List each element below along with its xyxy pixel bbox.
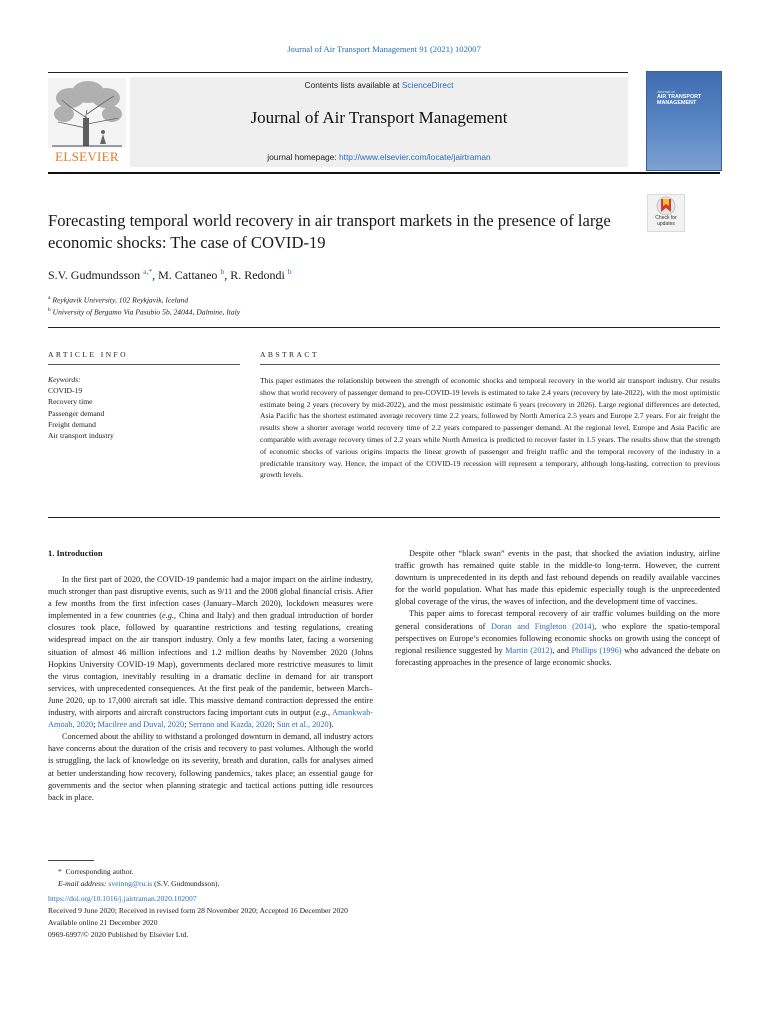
- citation-link[interactable]: Phillips (1996): [571, 645, 622, 655]
- contents-prefix: Contents lists available at: [304, 80, 402, 90]
- copyright-line: 0969-6997/© 2020 Published by Elsevier Ltd.: [48, 930, 189, 939]
- header-top-rule: [48, 72, 628, 73]
- author-affiliation-mark[interactable]: b: [220, 267, 225, 276]
- available-online: Available online 21 December 2020: [48, 918, 158, 927]
- header-bottom-rule: [48, 172, 720, 174]
- abstract-bottom-rule: [48, 517, 720, 518]
- cover-small-text: Journal of: [657, 89, 675, 94]
- abstract-rule: [260, 364, 720, 365]
- article-info-rule: [48, 364, 240, 365]
- abstract-heading: ABSTRACT: [260, 350, 319, 359]
- section-divider: [48, 327, 720, 328]
- citation-link[interactable]: Martin (2012): [505, 645, 553, 655]
- keyword: Freight demand: [48, 419, 96, 429]
- text-run: Concerned about the ability to withstand a prolonged downturn in demand, all industry actors have concerns about the duration of the crisis and recovery to past volumes. Although the world is struggling, the lack of knowledge on its severity, breath and duration, calls for analyses aimed at better understanding how recovery, following pandemics, takes place; an essential gauge for governments and the sector when planning strategic and tactical actions putting idle resources back in place.: [48, 732, 373, 802]
- received-dates: Received 9 June 2020; Received in revised form 28 November 2020; Accepted 16 December 2020: [48, 906, 348, 915]
- keywords-block: [48, 374, 238, 441]
- cfu-line1: Check for: [655, 215, 677, 221]
- affiliation-mark: a: [48, 295, 51, 301]
- text-run: , and: [552, 645, 572, 655]
- sciencedirect-link[interactable]: ScienceDirect: [401, 80, 454, 90]
- paragraph: [48, 731, 373, 804]
- author-name[interactable]: S.V. Gudmundsson: [48, 268, 141, 282]
- email-label: E-mail address:: [58, 879, 107, 888]
- text-run: ,: [328, 708, 332, 718]
- keywords-label: Keywords:: [48, 375, 81, 384]
- cfu-line2: updates: [657, 220, 675, 227]
- affiliation-text: Reykjavik University, 102 Reykjavik, Iceland: [52, 295, 189, 305]
- text-run: This paper aims to forecast temporal recovery of air traffic volumes building on the more general considerations of: [395, 609, 720, 631]
- text-run: Despite other “black swan” events in the past, that shocked the aviation industry, airline traffic growth has remained quite stable in the middle-to long-term. However, the current downturn is unprecedented in its depth and fast rebound depends on readily available vaccines for the world population. What has made this epidemic especially tough is the unprecedented global coverage of the virus, the waves of infection, and the development time of vaccines.: [395, 549, 720, 607]
- text-run: ;: [272, 720, 277, 730]
- article-info-heading: ARTICLE INFO: [48, 350, 129, 359]
- corresponding-author-note: [48, 866, 720, 878]
- footnotes: [48, 866, 720, 941]
- author-affiliation-mark[interactable]: b: [287, 267, 292, 276]
- text-run: , China and Italy) and then gradual introduction of border closures took place, followed by quarantine restrictions and testing regulations, creating widespread impact on the air transport industry. Only a few months later, facing a worsening situation of almost 46 million infections and 1.2 million deaths by November 2020 (Johns Hopkins University COVID-19 Map), governments declared more restrictive measures to limit the virus contagion, inevitably resulting in a dramatic decline in demand for air transport services, with unprecedented consequences. At the first peak of the pandemic, between March–June 2020, up to 17,000 aircraft sat idle. This massive demand contraction depressed the entire industry, with airports and aircraft constructors facing important cuts in output (: [48, 611, 373, 718]
- paragraph: [395, 608, 720, 668]
- journal-header-banner: [130, 77, 628, 167]
- citation-link[interactable]: Macilree and Duval, 2020: [97, 720, 185, 730]
- elsevier-wordmark: ELSEVIER: [55, 149, 119, 164]
- email-note: [48, 878, 720, 890]
- introduction-heading: 1. Introduction: [48, 548, 103, 558]
- paragraph: [48, 574, 373, 731]
- check-for-updates-button[interactable]: [647, 194, 685, 232]
- text-run: , who explore the spatio-temporal perspectives on Europe’s economies following economic shocks on growth using the concept of regional resilience suggested by: [395, 621, 720, 655]
- homepage-link[interactable]: http://www.elsevier.com/locate/jairtraman: [338, 152, 491, 162]
- author-name[interactable]: M. Cattaneo: [158, 268, 218, 282]
- journal-homepage-line: [130, 152, 628, 162]
- body-column-right: [395, 548, 720, 669]
- contents-available-line: [130, 80, 628, 90]
- corresponding-text: Corresponding author.: [65, 867, 134, 876]
- affiliation-b: [48, 307, 240, 317]
- author-name[interactable]: R. Redondi: [230, 268, 285, 282]
- text-run: who advanced the debate on forecasting approaches in the presence of large economic shocks.: [395, 645, 720, 667]
- doi-link[interactable]: https://doi.org/10.1016/j.jairtraman.2020.102007: [48, 894, 197, 903]
- text-run: e.g.: [316, 708, 328, 718]
- text-run: e.g.: [162, 611, 174, 621]
- footnote-rule: [48, 860, 94, 861]
- cover-title: AIR TRANSPORT MANAGEMENT: [657, 94, 702, 106]
- journal-cover-thumbnail[interactable]: [646, 71, 722, 171]
- affiliation-text: University of Bergamo Via Pasubio 5b, 24044, Dalmine, Italy: [52, 307, 241, 317]
- author-affiliation-mark[interactable]: a,*: [143, 267, 153, 276]
- journal-title: Journal of Air Transport Management: [250, 108, 508, 127]
- affiliation-a: [48, 295, 188, 305]
- keyword: Air transport industry: [48, 431, 114, 441]
- keyword: Passenger demand: [48, 408, 105, 418]
- keyword: Recovery time: [48, 397, 93, 407]
- check-for-updates-text: [648, 216, 684, 227]
- citation-link[interactable]: Serrano and Kazda, 2020: [188, 720, 273, 730]
- journal-citation[interactable]: Journal of Air Transport Management 91 (2021) 102007: [287, 44, 481, 54]
- email-owner: (S.V. Gudmundsson).: [152, 879, 220, 888]
- text-run: ).: [328, 720, 334, 730]
- article-title: Forecasting temporal world recovery in air transport markets in the presence of large economic shocks: The case of COVID-19: [48, 211, 611, 252]
- paragraph: [395, 548, 720, 608]
- author-list: S.V. Gudmundsson $^{a,*}$, M. Cattaneo $^b$, R. Redondi $^b$: [48, 267, 292, 282]
- citation-link[interactable]: Sun et al., 2020: [276, 720, 329, 730]
- text-run: In the first part of 2020, the COVID-19 pandemic had a major impact on the airline industry, much stronger than past disruptive events, such as 9/11 and the 2008 global financial crisis. After a few months from the first infection cases (January–March 2020), lockdown measures were implemented in a few countries (: [48, 575, 373, 621]
- email-link[interactable]: sveinng@ru.is: [108, 879, 153, 888]
- text-run: ;: [93, 720, 98, 730]
- abstract-text: This paper estimates the relationship between the strength of economic shocks and temporal recovery in the world air transport industry. Our results show that world recovery of passenger demand to pre-COVID-19 levels is estimated to take 2.4 years (recovery by late-2022), with the most optimistic estimate being 2 years (recovery by mid-2022), and the most pessimistic estimate 6 years (recovery in 2026). Large regional differences are detected, Asia Pacific has the shortest estimated average recovery time 2.2 years, followed by North America 2.5 years and Europe 2.7 years. For air freight the results show a shorter average world recovery time of 2.2 years compared to passenger demand. At the regional level, Europe and Asia Pacific are comparable with average recovery times of 2.2 years while North America is predicted to recover faster in 1.5 years. The results show that the strength of economic shocks of various origins impacts the linear growth of passenger and freight traffic and the temporal recovery of the industry in a predictable transitory way. Hence, the impact of the COVID-19 recession will represent a temporary, although long-lasting, correction to previous growth levels.: [260, 376, 720, 480]
- footnote-mark: *: [58, 867, 62, 876]
- homepage-prefix: journal homepage:: [267, 152, 339, 162]
- text-run: ;: [184, 720, 189, 730]
- citation-link[interactable]: Doran and Fingleton (2014): [490, 621, 595, 631]
- affiliation-mark: b: [48, 307, 51, 313]
- body-column-left: [48, 574, 373, 804]
- citation-link[interactable]: Amankwah-Amoah, 2020: [48, 708, 373, 730]
- keyword: COVID-19: [48, 386, 83, 396]
- bookmark-icon: [648, 195, 684, 217]
